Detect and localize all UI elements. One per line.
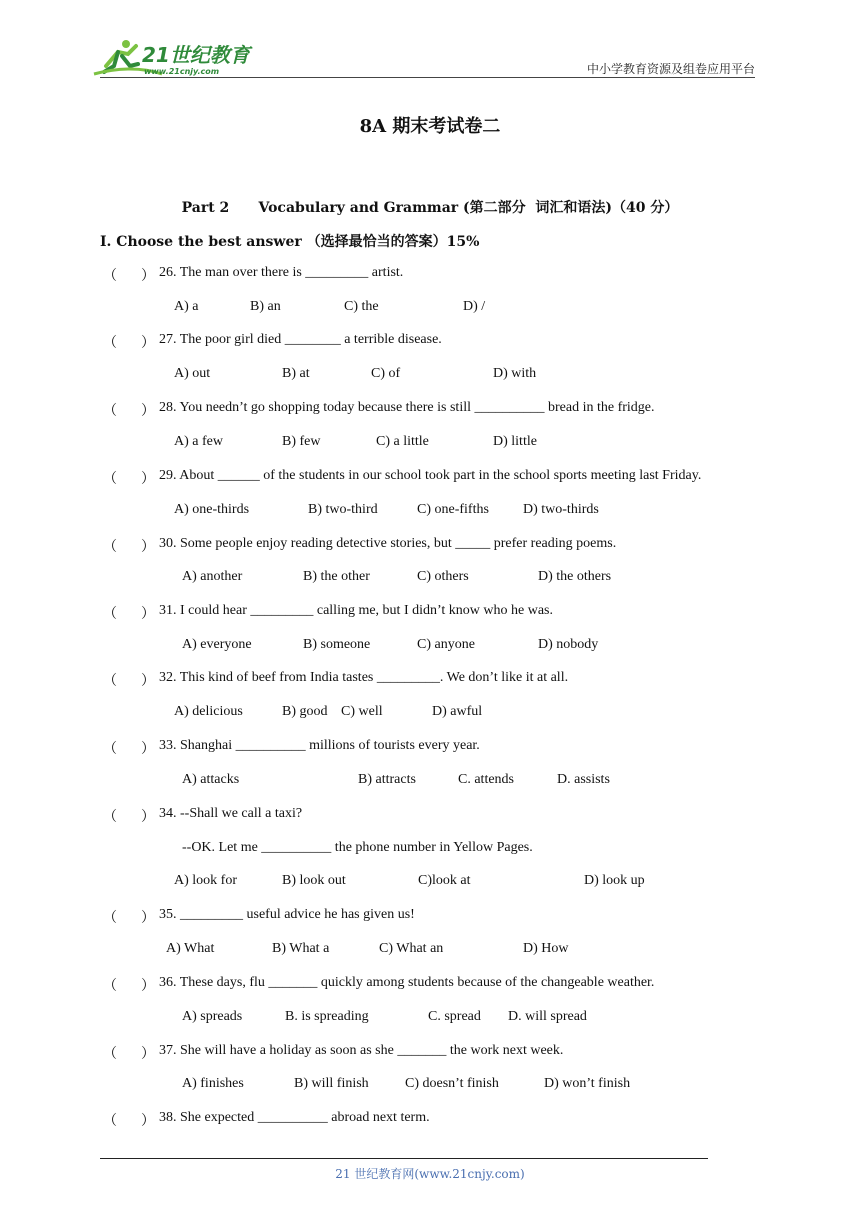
answer-paren-close: ）: [141, 472, 155, 487]
answer-paren-close: ）: [141, 911, 155, 926]
answer-paren-open: （: [103, 742, 117, 757]
answer-option: C) the: [344, 299, 379, 314]
answer-paren-close: ）: [141, 336, 155, 351]
answer-option: D) little: [493, 434, 537, 449]
question-text: 35. _________ useful advice he has given us!: [159, 907, 415, 922]
question-text: 31. I could hear _________ calling me, but I didn’t know who he was.: [159, 603, 554, 618]
answer-option: A) a few: [174, 434, 223, 449]
logo-url: www.21cnjy.com: [144, 67, 220, 76]
answer-option: D) look up: [584, 873, 645, 888]
question-text: 29. About ______ of the students in our school took part in the school sports meeting last Friday.: [159, 468, 702, 483]
answer-paren-open: （: [103, 404, 117, 419]
answer-paren-close: ）: [141, 1114, 155, 1129]
answer-option: C) anyone: [417, 637, 475, 652]
answer-paren-open: （: [103, 810, 117, 825]
answer-paren-open: （: [103, 979, 117, 994]
question-text: 33. Shanghai __________ millions of tourists every year.: [159, 738, 480, 753]
answer-option: A) a: [174, 299, 199, 314]
header-platform-text: 中小学教育资源及组卷应用平台: [586, 62, 755, 76]
answer-option: A) attacks: [182, 772, 240, 787]
question-text: 28. You needn’t go shopping today because there is still __________ bread in the fridge.: [159, 400, 655, 415]
answer-option: A) another: [182, 569, 243, 584]
answer-option: D) /: [463, 299, 486, 314]
site-logo: [92, 36, 262, 80]
answer-paren-close: ）: [141, 674, 155, 689]
question-text: 36. These days, flu _______ quickly among students because of the changeable weather.: [159, 975, 655, 990]
logo-text: 21世纪教育: [142, 43, 250, 67]
answer-paren-open: （: [103, 540, 117, 555]
answer-option: D) two-thirds: [523, 502, 599, 517]
header-divider: [100, 77, 755, 78]
answer-option: A) What: [166, 941, 215, 956]
answer-option: D) the others: [538, 569, 612, 584]
answer-paren-close: ）: [141, 979, 155, 994]
question-text: 30. Some people enjoy reading detective stories, but _____ prefer reading poems.: [159, 536, 617, 551]
question-text: 34. --Shall we call a taxi?: [159, 806, 303, 821]
answer-option: C) of: [371, 366, 401, 381]
answer-option: C) others: [417, 569, 469, 584]
answer-option: B) What a: [272, 941, 330, 956]
answer-option: B) at: [282, 366, 310, 381]
answer-option: D) with: [493, 366, 537, 381]
answer-option: B) good: [282, 704, 328, 719]
question-text: 26. The man over there is _________ artist.: [159, 265, 404, 280]
answer-option: B) two-third: [308, 502, 378, 517]
section-heading: I. Choose the best answer （选择最恰当的答案）15%: [100, 234, 480, 250]
answer-paren-open: （: [103, 336, 117, 351]
answer-option: A) out: [174, 366, 211, 381]
answer-option: B) will finish: [294, 1076, 369, 1091]
footer-divider: [100, 1158, 708, 1159]
answer-paren-open: （: [103, 472, 117, 487]
answer-option: C. attends: [458, 772, 514, 787]
answer-paren-open: （: [103, 674, 117, 689]
answer-paren-close: ）: [141, 404, 155, 419]
part-heading: Part 2 Vocabulary and Grammar (第二部分 词汇和语法)（40 分）: [181, 200, 679, 216]
answer-option: C) well: [341, 704, 383, 719]
answer-option: A) finishes: [182, 1076, 244, 1091]
answer-option: A) delicious: [174, 704, 243, 719]
answer-option: B) look out: [282, 873, 346, 888]
answer-paren-open: （: [103, 1114, 117, 1129]
question-text: 27. The poor girl died ________ a terrible disease.: [159, 332, 442, 347]
answer-paren-open: （: [103, 911, 117, 926]
answer-option: A) everyone: [182, 637, 252, 652]
answer-option: C)look at: [418, 873, 471, 888]
answer-option: B) few: [282, 434, 321, 449]
answer-paren-open: （: [103, 1047, 117, 1062]
answer-option: D) won’t finish: [544, 1076, 631, 1091]
answer-option: C) What an: [379, 941, 444, 956]
answer-option: B. is spreading: [285, 1009, 369, 1024]
answer-paren-close: ）: [141, 269, 155, 284]
footer-text: 21 世纪教育网(www.21cnjy.com): [335, 1167, 525, 1181]
question-text: 38. She expected __________ abroad next term.: [159, 1110, 430, 1125]
answer-option: D. will spread: [508, 1009, 587, 1024]
answer-option: B) someone: [303, 637, 371, 652]
answer-paren-close: ）: [141, 1047, 155, 1062]
question-text: 32. This kind of beef from India tastes _________. We don’t like it at all.: [159, 670, 569, 685]
answer-option: D. assists: [557, 772, 610, 787]
answer-option: C) one-fifths: [417, 502, 489, 517]
answer-paren-close: ）: [141, 742, 155, 757]
answer-option: D) How: [523, 941, 569, 956]
answer-paren-close: ）: [141, 810, 155, 825]
answer-option: B) attracts: [358, 772, 416, 787]
question-text: 37. She will have a holiday as soon as she _______ the work next week.: [159, 1043, 564, 1058]
answer-option: A) one-thirds: [174, 502, 250, 517]
answer-paren-close: ）: [141, 540, 155, 555]
answer-option: A) look for: [174, 873, 237, 888]
answer-option: D) awful: [432, 704, 483, 719]
answer-option: C) a little: [376, 434, 429, 449]
answer-paren-open: （: [103, 269, 117, 284]
question-subline: --OK. Let me __________ the phone number in Yellow Pages.: [182, 840, 533, 855]
answer-option: C) doesn’t finish: [405, 1076, 499, 1091]
page-title: 8A 期末考试卷二: [359, 116, 501, 137]
answer-option: C. spread: [428, 1009, 481, 1024]
answer-option: D) nobody: [538, 637, 599, 652]
answer-paren-close: ）: [141, 607, 155, 622]
answer-option: B) the other: [303, 569, 370, 584]
answer-paren-open: （: [103, 607, 117, 622]
answer-option: B) an: [250, 299, 281, 314]
answer-option: A) spreads: [182, 1009, 243, 1024]
